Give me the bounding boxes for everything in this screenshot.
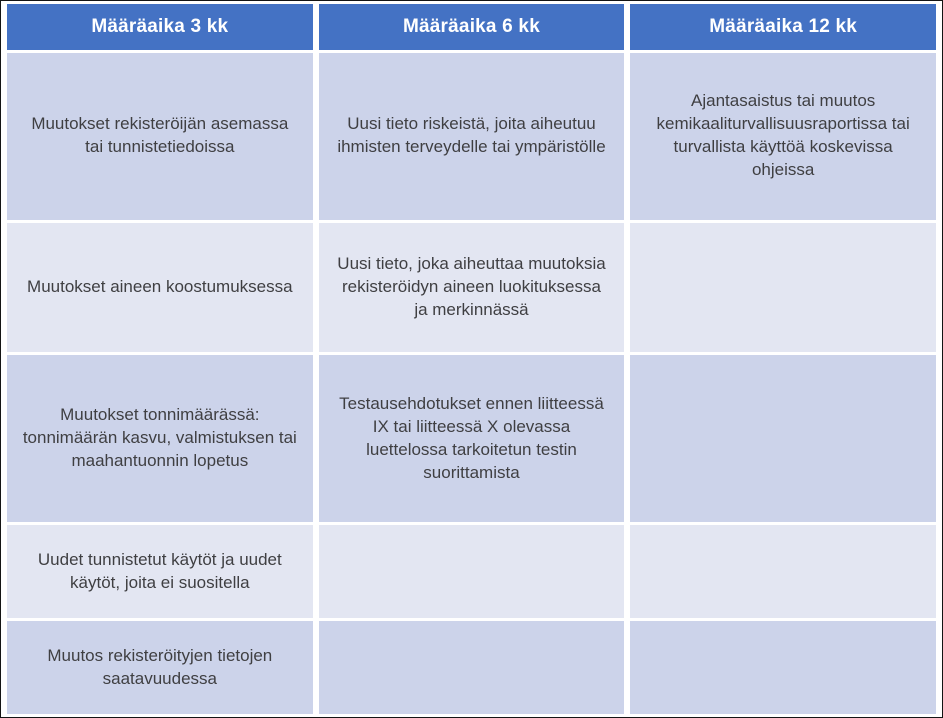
table-cell: Ajantasaistus tai muutos kemikaaliturvallisuusraportissa tai turvallista käyttöä koskevissa ohjeissa: [630, 53, 936, 220]
table-cell: Testausehdotukset ennen liitteessä IX tai liitteessä X olevassa luettelossa tarkoitetun testin suorittamista: [319, 355, 625, 522]
table-row: [7, 53, 936, 220]
deadline-table: [1, 1, 942, 717]
column-header-6kk: Määräaika 6 kk: [319, 4, 625, 50]
table-cell: [630, 223, 936, 353]
table-header-row: [7, 4, 936, 50]
table-cell: Muutokset rekisteröijän asemassa tai tunnistetiedoissa: [7, 53, 313, 220]
table-cell: [630, 525, 936, 618]
table-cell: Uusi tieto riskeistä, joita aiheutuu ihmisten terveydelle tai ympäristölle: [319, 53, 625, 220]
table-row: [7, 525, 936, 618]
table-row: [7, 355, 936, 522]
table-row: [7, 223, 936, 353]
column-header-12kk: Määräaika 12 kk: [630, 4, 936, 50]
column-header-3kk: Määräaika 3 kk: [7, 4, 313, 50]
table-row: [7, 621, 936, 714]
table-cell: Muutokset tonnimäärässä: tonnimäärän kasvu, valmistuksen tai maahantuonnin lopetus: [7, 355, 313, 522]
table-cell: Uusi tieto, joka aiheuttaa muutoksia rekisteröidyn aineen luokituksessa ja merkinnässä: [319, 223, 625, 353]
table-cell: Muutokset aineen koostumuksessa: [7, 223, 313, 353]
table-cell: [630, 621, 936, 714]
table-cell: [630, 355, 936, 522]
table-cell: [319, 525, 625, 618]
table-cell: Muutos rekisteröityjen tietojen saatavuudessa: [7, 621, 313, 714]
table-cell: Uudet tunnistetut käytöt ja uudet käytöt, joita ei suositella: [7, 525, 313, 618]
table-cell: [319, 621, 625, 714]
